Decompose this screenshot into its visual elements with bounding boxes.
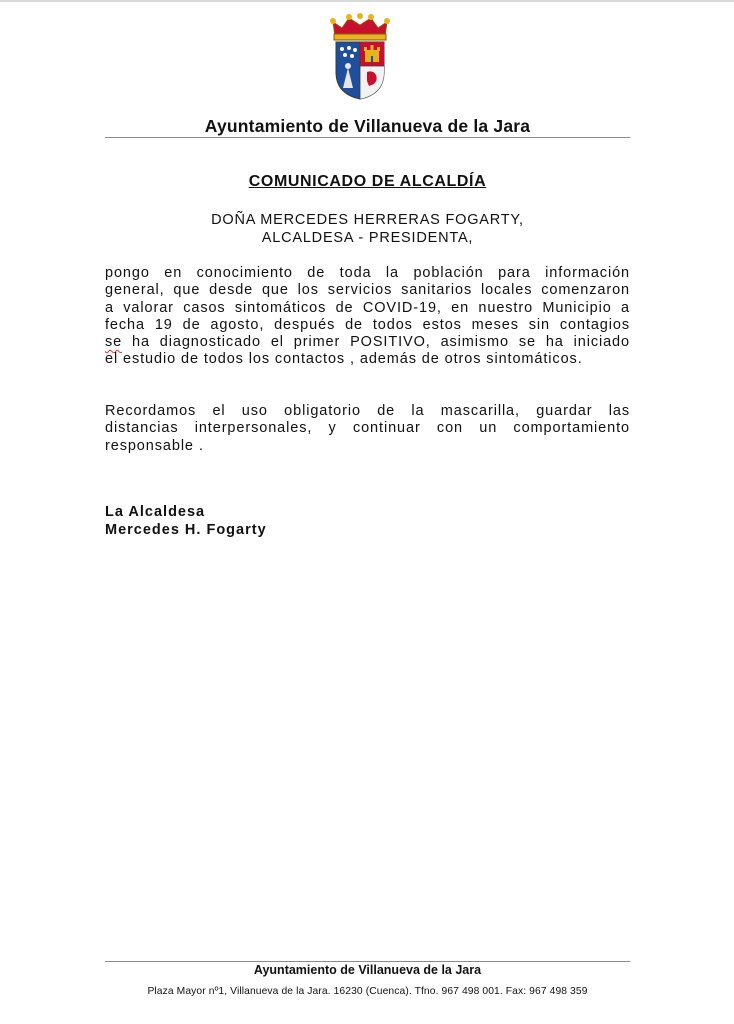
paragraph-line-with-flag [105,334,630,351]
paragraph-line: Recordamos el uso obligatorio de la mascarilla, guardar las [105,403,630,419]
reminder-paragraph [105,403,630,455]
footer-title: Ayuntamiento de Villanueva de la Jara [253,963,482,977]
paragraph-line: responsable . [105,437,204,454]
coat-of-arms-icon [329,12,391,100]
footer-address: Plaza Mayor nº1, Villanueva de la Jara. 16230 (Cuenca). Tfno. 967 498 001. Fax: 967 498 359 [147,986,588,997]
page-top-border [0,0,734,2]
paragraph-line-rest: ha diagnosticado el primer POSITIVO, asimismo se ha iniciado [131,334,630,351]
paragraph-line: pongo en conocimiento de toda la población para información [105,265,630,281]
spellcheck-flagged-word: se [105,334,123,351]
document-title: COMUNICADO DE ALCALDÍA [248,173,487,190]
header-divider [105,137,630,138]
announcement-paragraph [105,265,630,369]
signature-role: La Alcaldesa [105,504,206,520]
footer-divider [105,961,630,962]
paragraph-line: general, que desde que los servicios sanitarios locales comenzaron [105,282,630,299]
header-title: Ayuntamiento de Villanueva de la Jara [204,116,531,136]
paragraph-line: distancias interpersonales, y continuar con un comportamiento [105,420,630,437]
mayor-name-line: DOÑA MERCEDES HERRERAS FOGARTY, [211,212,524,228]
signature-name: Mercedes H. Fogarty [105,522,267,538]
paragraph-line: a valorar casos sintomáticos de COVID-19, en nuestro Municipio a [105,299,630,316]
paragraph-line: fecha 19 de agosto, después de todos estos meses sin contagios [105,316,630,333]
mayor-role-line: ALCALDESA - PRESIDENTA, [261,230,474,246]
paragraph-line: el estudio de todos los contactos , además de otros sintomáticos. [105,351,583,368]
